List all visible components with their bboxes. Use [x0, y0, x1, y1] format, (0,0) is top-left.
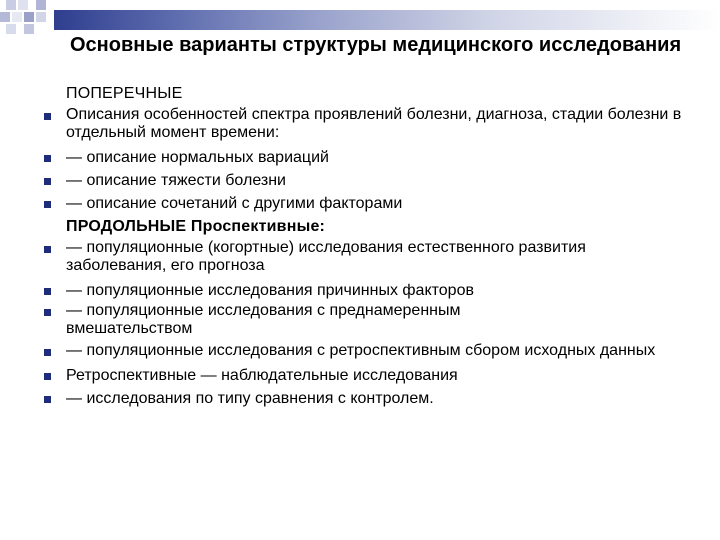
decor-square — [24, 24, 34, 34]
bullet-icon — [44, 178, 51, 185]
decor-square — [6, 0, 16, 10]
header-gradient-bar — [54, 10, 720, 30]
list-item — [0, 387, 686, 410]
list-item — [0, 239, 686, 275]
decor-square — [6, 24, 16, 34]
list-item-text: — популяционные (когортные) исследования естественного развития заболевания, его прогноза — [66, 239, 586, 274]
list-item-text: — популяционные исследования с ретроспективным сбором исходных данных — [66, 342, 656, 359]
bullet-icon — [44, 349, 51, 356]
list-item — [0, 342, 686, 360]
bullet-icon — [44, 288, 51, 295]
section-heading-cross: ПОПЕРЕЧНЫЕ — [66, 85, 183, 102]
decor-square — [36, 0, 46, 10]
section-heading-long — [0, 215, 720, 239]
list-item-text: — исследования по типу сравнения с контролем. — [66, 390, 434, 407]
slide-body — [0, 82, 720, 410]
bullet-icon — [44, 155, 51, 162]
bullet-icon — [44, 396, 51, 403]
decor-square — [0, 12, 10, 22]
list-item-text: — популяционные исследования причинных факторов — [66, 282, 474, 299]
list-item — [0, 279, 686, 302]
bullet-icon — [44, 201, 51, 208]
list-item — [0, 169, 686, 192]
list-item — [0, 146, 686, 169]
bullet-icon — [44, 309, 51, 316]
slide-title: Основные варианты структуры медицинского исследования — [70, 34, 682, 56]
list-item — [0, 302, 586, 338]
decor-square — [24, 12, 34, 22]
list-item-text: — описание тяжести болезни — [66, 172, 286, 189]
decor-square — [18, 0, 28, 10]
bullet-icon — [44, 246, 51, 253]
decor-square — [12, 12, 22, 22]
list-item — [0, 364, 686, 387]
decor-square — [36, 12, 46, 22]
bullet-icon — [44, 373, 51, 380]
list-item — [0, 106, 686, 142]
list-item-text: — описание сочетаний с другими факторами — [66, 195, 403, 212]
list-item-text: Описания особенностей спектра проявлений болезни, диагноза, стадии болезни в отдельный момент времени: — [66, 106, 682, 141]
list-item-text: — описание нормальных вариаций — [66, 149, 329, 166]
list-item-text: — популяционные исследования с преднамеренным вмешательством — [66, 302, 461, 337]
list-item — [0, 192, 686, 215]
list-item-text: Ретроспективные — наблюдательные исследования — [66, 367, 458, 384]
section-heading-long-text: ПРОДОЛЬНЫЕ Проспективные: — [66, 218, 326, 235]
bullet-icon — [44, 113, 51, 120]
